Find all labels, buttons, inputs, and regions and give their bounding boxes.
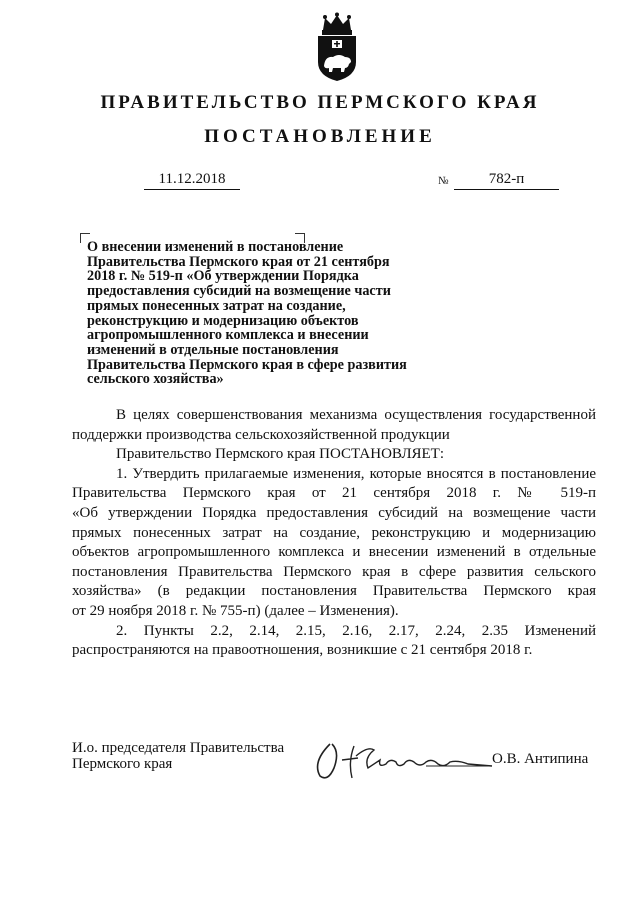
subject-line: реконструкцию и модернизацию объектов xyxy=(87,312,359,329)
body-line: хозяйства» (в редакции постановления Правительства Пермского края xyxy=(72,583,596,600)
signer-name: О.В. Антипина xyxy=(492,751,589,767)
subject-line: сельского хозяйства» xyxy=(87,371,224,388)
body-line: поддержки производства сельскохозяйственной продукции xyxy=(72,426,450,443)
document-body xyxy=(72,406,596,661)
subject-line: предоставления субсидий на возмещение части xyxy=(87,283,391,300)
body-line: постановления Правительства Пермского края в сфере развития сельского xyxy=(72,563,596,580)
document-type: ПОСТАНОВЛЕНИЕ xyxy=(204,126,436,147)
body-line: 2. Пункты 2.2, 2.14, 2.15, 2.16, 2.17, 2.24, 2.35 Изменений xyxy=(116,622,596,639)
document-subject xyxy=(87,240,447,387)
subject-line: изменений в отдельные постановления xyxy=(87,341,339,358)
body-line: В целях совершенствования механизма осуществления государственной xyxy=(116,407,596,423)
body-line: «Об утверждении Порядка предоставления субсидий на возмещение части xyxy=(72,504,596,521)
subject-line: О внесении изменений в постановление xyxy=(87,239,344,255)
subject-line: 2018 г. № 519-п «Об утверждении Порядка xyxy=(87,268,359,285)
document-date: 11.12.2018 xyxy=(144,171,240,190)
subject-line: Правительства Пермского края в сфере развития xyxy=(87,356,407,373)
body-line: прямых понесенных затрат на создание, реконструкцию и модернизацию xyxy=(72,524,596,541)
body-line: от 29 ноября 2018 г. № 755-п) (далее – Изменения). xyxy=(72,602,399,619)
signer-position-line: И.о. председателя Правительства xyxy=(72,740,285,756)
coat-of-arms-icon xyxy=(315,12,359,82)
signer-position xyxy=(72,740,284,772)
body-line: распространяются на правоотношения, возникшие с 21 сентября 2018 г. xyxy=(72,642,533,659)
subject-line: прямых понесенных затрат на создание, xyxy=(87,297,346,314)
body-line: 1. Утвердить прилагаемые изменения, которые вносятся в постановление xyxy=(116,465,596,482)
handwritten-signature xyxy=(308,738,498,784)
body-line: Правительства Пермского края от 21 сентября 2018 г. № 519-п xyxy=(72,485,596,502)
subject-line: Правительства Пермского края от 21 сентября xyxy=(87,253,390,270)
number-label: № xyxy=(438,175,449,187)
document-number: 782-п xyxy=(454,171,559,190)
government-title: ПРАВИТЕЛЬСТВО ПЕРМСКОГО КРАЯ xyxy=(100,92,540,113)
signer-position-line: Пермского края xyxy=(72,756,173,772)
body-line: объектов агропромышленного комплекса и внесении изменений в отдельные xyxy=(72,544,596,561)
resolution-line: Правительство Пермского края ПОСТАНОВЛЯЕТ: xyxy=(116,446,445,463)
subject-line: агропромышленного комплекса и внесении xyxy=(87,327,369,344)
